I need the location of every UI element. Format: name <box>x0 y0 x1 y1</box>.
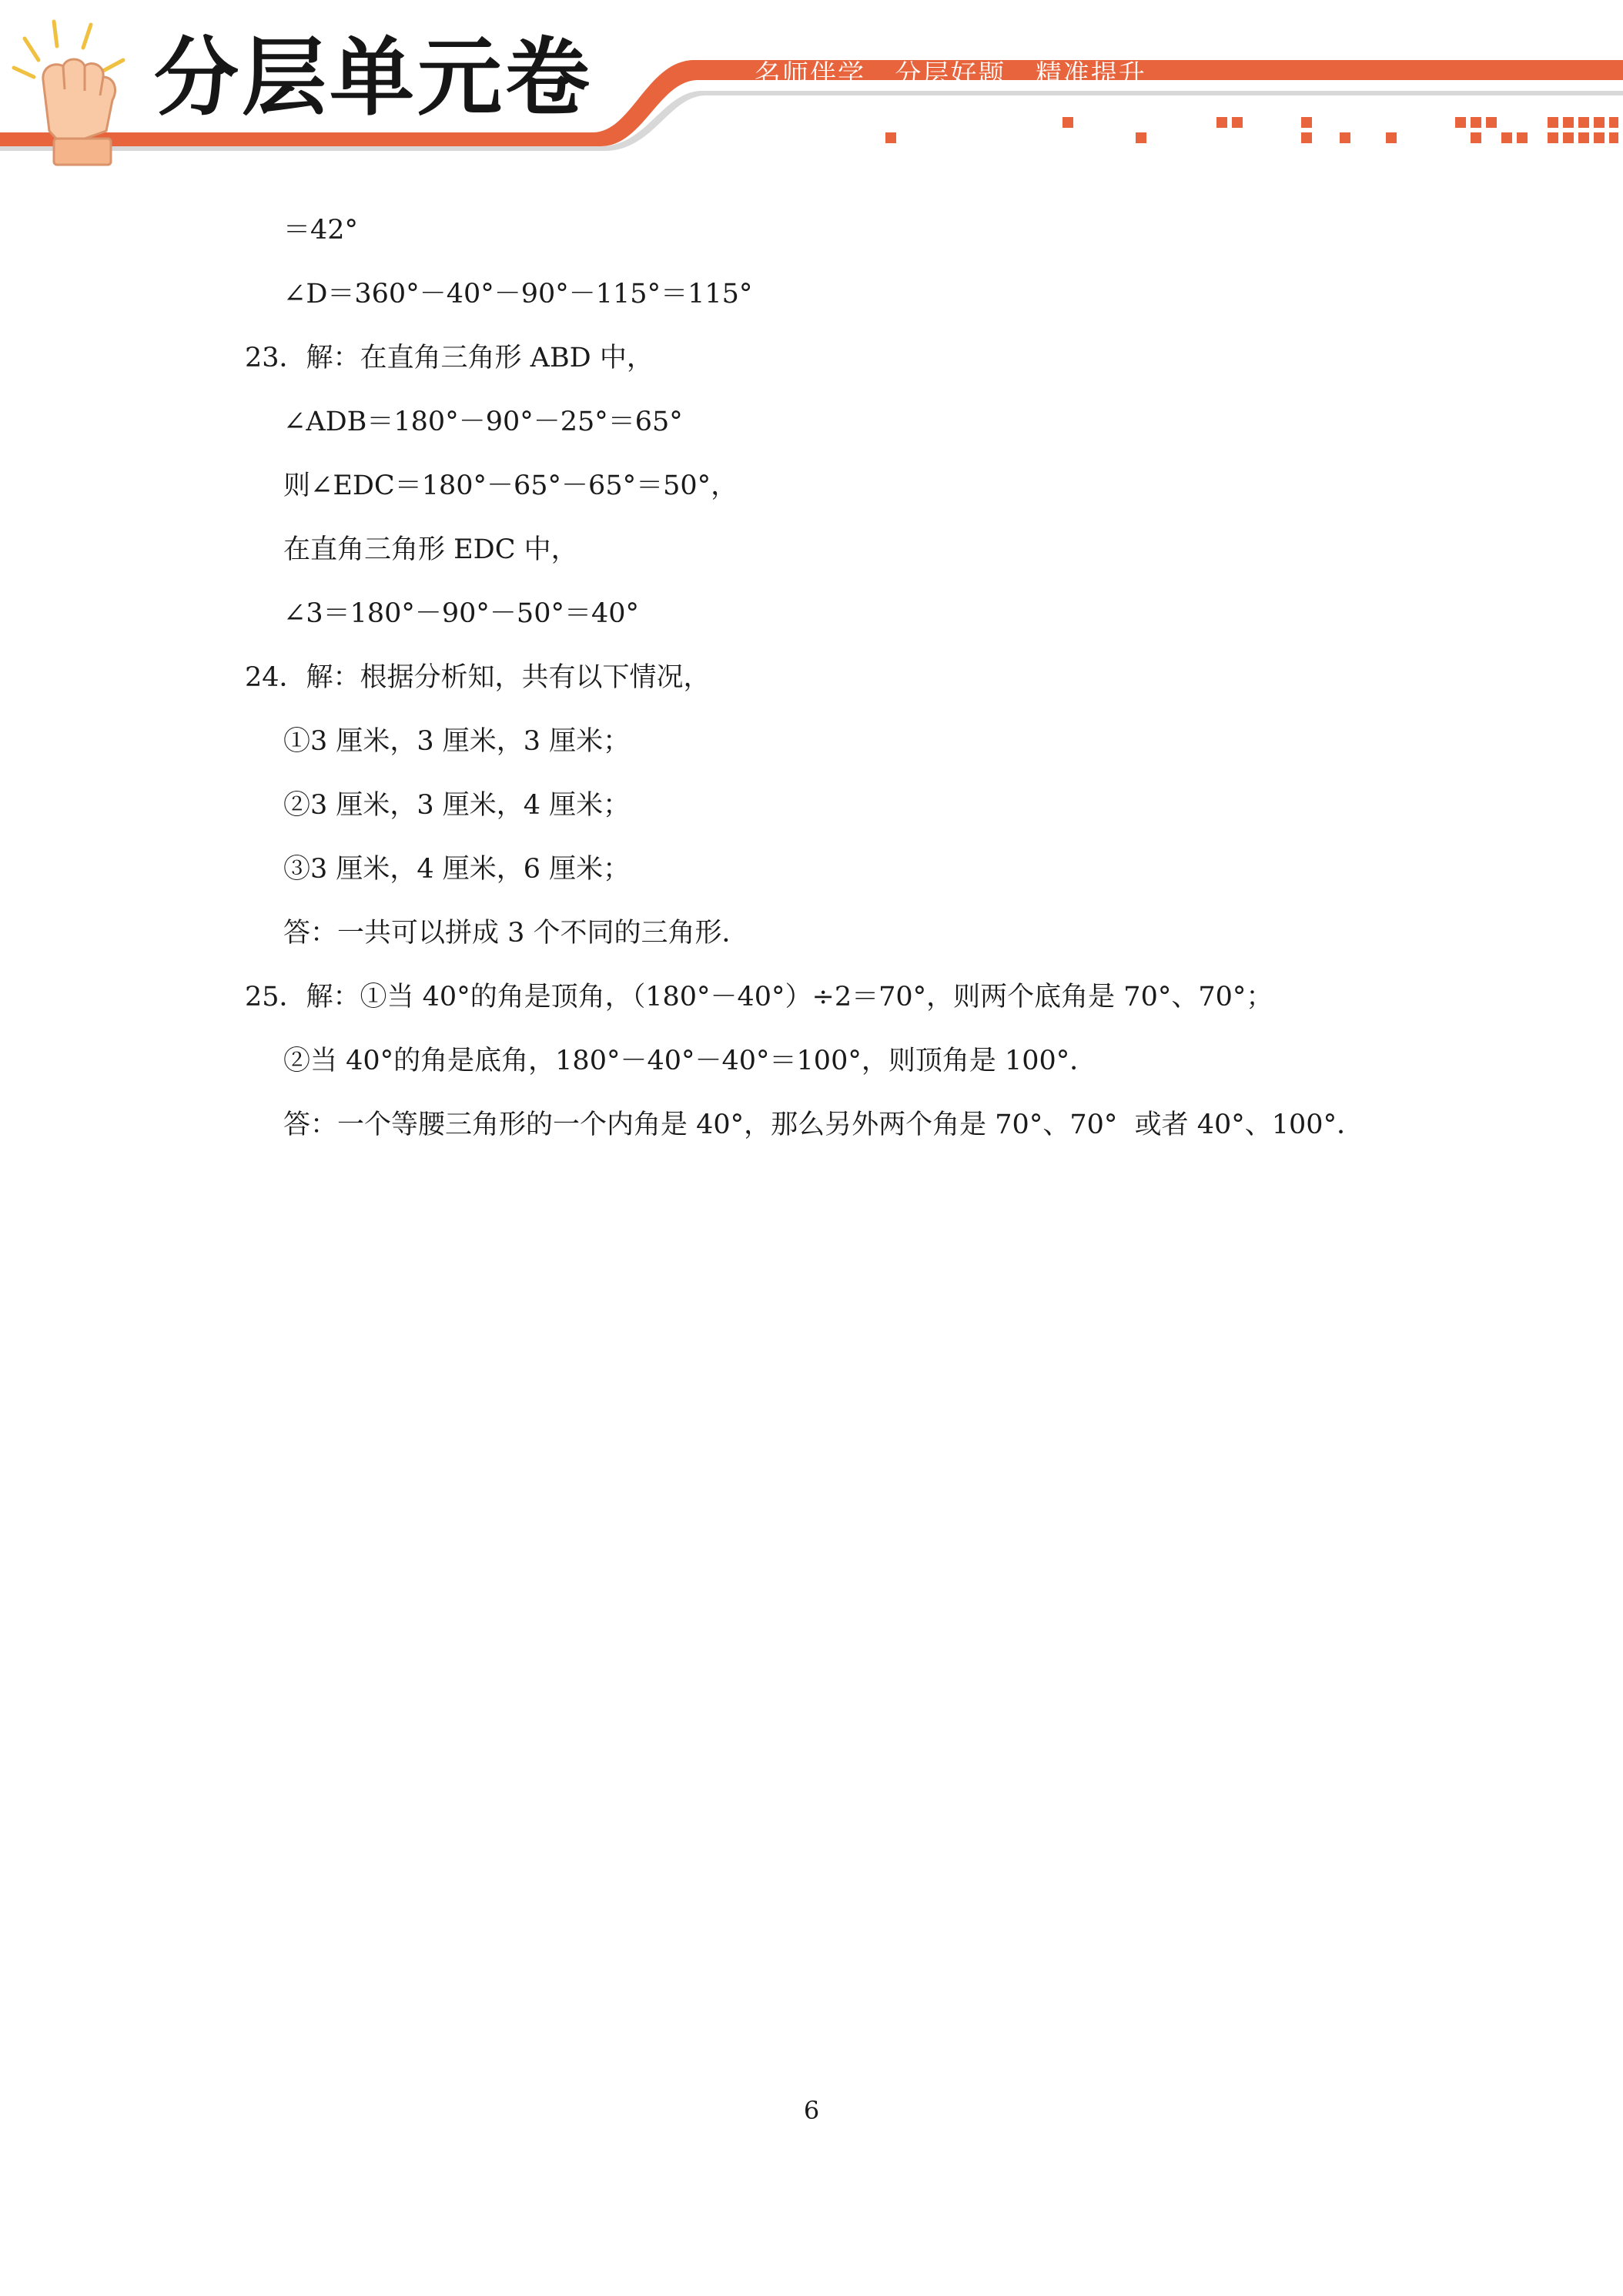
text-line: 答：一共可以拼成 3 个不同的三角形． <box>283 918 749 949</box>
text-line: 答：一个等腰三角形的一个内角是 40°，那么另外两个角是 70°、70° 或者 40°、100°． <box>283 1110 1364 1140</box>
text-line: ②3 厘米，3 厘米，4 厘米； <box>283 790 631 821</box>
page-number: 6 <box>803 2096 820 2125</box>
text-line: ∠3＝180°－90°－50°＝40° <box>283 598 640 629</box>
question-24-heading: 24．解：根据分析知，共有以下情况， <box>245 662 711 693</box>
question-25-heading: 25．解：①当 40°的角是顶角，（180°－40°）÷2＝70°，则两个底角是 70°、70°； <box>245 982 1273 1012</box>
text-line: ②当 40°的角是底角，180°－40°－40°＝100°，则顶角是 100°． <box>283 1046 1097 1076</box>
text-line: ＝42° <box>283 215 359 246</box>
fist-logo-icon <box>8 15 139 169</box>
brand-title: 分层单元卷 <box>154 28 593 127</box>
page-header <box>0 0 1623 177</box>
text-line: ①3 厘米，3 厘米，3 厘米； <box>283 726 631 757</box>
text-line: ∠D＝360°－40°－90°－115°＝115° <box>283 279 753 310</box>
text-line: ∠ADB＝180°－90°－25°＝65° <box>283 407 683 437</box>
text-line: 则∠EDC＝180°－65°－65°＝50°， <box>283 470 738 501</box>
question-23-heading: 23．解：在直角三角形 ABD 中， <box>245 343 654 373</box>
header-slogan: 名师伴学 分层好题 精准提升 <box>755 59 1146 90</box>
text-line: ③3 厘米，4 厘米，6 厘米； <box>283 854 631 885</box>
text-line: 在直角三角形 EDC 中， <box>283 534 578 565</box>
